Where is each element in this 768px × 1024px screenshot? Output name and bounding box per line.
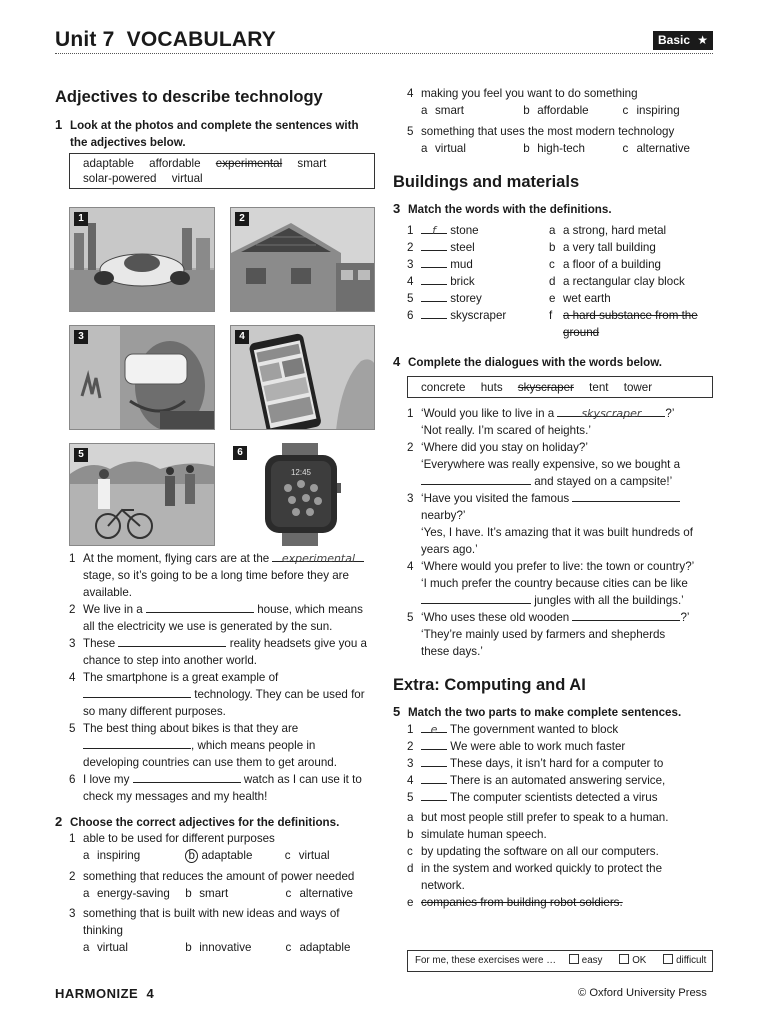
feedback-ok[interactable]: OK xyxy=(619,951,646,971)
feedback-label: For me, these exercises were … xyxy=(415,955,557,966)
ex3-blank-2[interactable] xyxy=(421,239,447,251)
ex4-item-5: 5 ‘Who uses these old wooden ?’ xyxy=(407,611,690,624)
bikes-illustration xyxy=(70,444,215,546)
ex1-item-4: 4 The smartphone is a great example of xyxy=(69,671,279,684)
ex5-blank-4[interactable] xyxy=(421,772,447,784)
photo-number: 6 xyxy=(233,446,247,460)
exercise-4-instruction: 4 Complete the dialogues with the words below. xyxy=(393,354,663,369)
ex1-item-2: 2 We live in a house, which means xyxy=(69,603,363,616)
unit-title: VOCABULARY xyxy=(126,28,277,51)
feedback-difficult[interactable]: difficult xyxy=(663,951,706,971)
ex5-blank-5[interactable] xyxy=(421,789,447,801)
unit-label: Unit 7 xyxy=(55,28,115,51)
word-affordable: affordable xyxy=(149,157,201,170)
ex4-answer-1: skyscraper xyxy=(581,407,642,420)
ex2-options-4: a smart b affordable c inspiring xyxy=(421,104,680,117)
word-virtual: virtual xyxy=(171,171,203,185)
checkbox-icon[interactable] xyxy=(569,954,579,964)
ex3-blank-3[interactable] xyxy=(421,256,447,268)
ex1-blank-4[interactable] xyxy=(83,686,191,698)
word-skyscraper: skyscraper xyxy=(517,381,574,394)
word-solar-powered: solar-powered xyxy=(83,171,157,185)
header-divider xyxy=(55,53,713,54)
watch-time: 12:45 xyxy=(290,468,312,477)
exercise-3-instruction: 3 Match the words with the definitions. xyxy=(393,201,612,216)
ex1-item-5: 5 The best thing about bikes is that they are xyxy=(69,722,299,735)
exercise-1-instruction: 1 Look at the photos and complete the sentences with the adjectives below. xyxy=(55,117,359,149)
ex1-blank-5[interactable] xyxy=(83,737,191,749)
ex1-item-3: 3 These reality headsets give you a xyxy=(69,637,367,650)
smartphone-illustration xyxy=(231,326,375,430)
word-concrete: concrete xyxy=(421,381,466,394)
exercise-1-wordbox xyxy=(69,153,375,189)
ex4-item-3: 3 ‘Have you visited the famous xyxy=(407,490,680,507)
ex4-blank-5[interactable] xyxy=(572,609,680,621)
ex5-blank-2[interactable] xyxy=(421,738,447,750)
page-title xyxy=(55,26,276,54)
footer-brand: HARMONIZE 4 xyxy=(55,986,155,1001)
exercise-4-wordbox xyxy=(407,376,713,398)
ex2-options-1: a inspiring b adaptable c virtual xyxy=(83,849,330,862)
photo-smartwatch xyxy=(230,443,375,546)
ex5-blank-3[interactable] xyxy=(421,755,447,767)
photo-number: 3 xyxy=(74,330,88,344)
ex4-item-2: 2 ‘Where did you stay on holiday?’ xyxy=(407,441,588,454)
feedback-box xyxy=(407,950,713,972)
flying-car-illustration xyxy=(70,208,215,312)
photo-vr-headset xyxy=(69,325,215,430)
ex4-item-1: 1 ‘Would you like to live in a skyscraper ?’ xyxy=(407,407,675,420)
ex5-answer-1: e xyxy=(430,723,438,736)
ex1-blank-3[interactable] xyxy=(118,635,226,647)
ex4-item-4: 4 ‘Where would you prefer to live: the town or country?’ xyxy=(407,560,695,573)
ex1-blank-6[interactable] xyxy=(133,771,241,783)
section-title-buildings: Buildings and materials xyxy=(393,173,580,191)
level-badge xyxy=(653,31,713,50)
ex2-options-2: a energy-saving b smart c alternative xyxy=(83,887,353,900)
ex1-item-1: 1 At the moment, flying cars are at the experimental xyxy=(69,550,364,567)
footer-copyright: © Oxford University Press xyxy=(578,987,707,999)
photo-solar-house xyxy=(230,207,375,312)
feedback-easy[interactable]: easy xyxy=(569,951,603,971)
ex3-blank-6[interactable] xyxy=(421,307,447,319)
photo-number: 1 xyxy=(74,212,88,226)
ex2-options-5: a virtual b high-tech c alternative xyxy=(421,142,690,155)
word-experimental: experimental xyxy=(215,157,283,170)
ex1-item-6: 6 I love my watch as I can use it to xyxy=(69,773,362,786)
ex1-answer-1: experimental xyxy=(281,552,356,565)
section-title-technology: Adjectives to describe technology xyxy=(55,88,323,106)
word-huts: huts xyxy=(480,381,503,394)
ex2-options-3: a virtual b innovative c adaptable xyxy=(83,941,351,954)
ex3-blank-5[interactable] xyxy=(421,290,447,302)
photo-number: 2 xyxy=(235,212,249,226)
solar-house-illustration xyxy=(231,208,375,312)
word-tower: tower xyxy=(623,381,653,394)
word-adaptable: adaptable xyxy=(83,157,134,170)
ex1-blank-2[interactable] xyxy=(146,601,254,613)
checkbox-icon[interactable] xyxy=(663,954,673,964)
word-smart: smart xyxy=(297,157,327,170)
smartwatch-illustration xyxy=(230,443,375,546)
selected-option-circle[interactable]: b xyxy=(185,849,198,863)
ex4-blank-3[interactable] xyxy=(572,490,680,502)
ex3-blank-4[interactable] xyxy=(421,273,447,285)
ex4-blank-2[interactable] xyxy=(421,473,531,485)
level-label: Basic xyxy=(658,33,691,47)
exercise-2-instruction: 2 Choose the correct adjectives for the definitions. xyxy=(55,814,340,829)
photo-number: 5 xyxy=(74,448,88,462)
photo-bikes xyxy=(69,443,215,546)
word-tent: tent xyxy=(589,381,609,394)
photo-number: 4 xyxy=(235,330,249,344)
vr-headset-illustration xyxy=(70,326,215,430)
star-icon: ★ xyxy=(697,33,708,47)
photo-flying-car xyxy=(69,207,215,312)
photo-smartphone xyxy=(230,325,375,430)
section-title-extra: Extra: Computing and AI xyxy=(393,676,586,694)
ex4-blank-4[interactable] xyxy=(421,592,531,604)
exercise-5-instruction: 5 Match the two parts to make complete sentences. xyxy=(393,704,682,719)
ex3-answer-1: f xyxy=(432,224,436,237)
checkbox-icon[interactable] xyxy=(619,954,629,964)
